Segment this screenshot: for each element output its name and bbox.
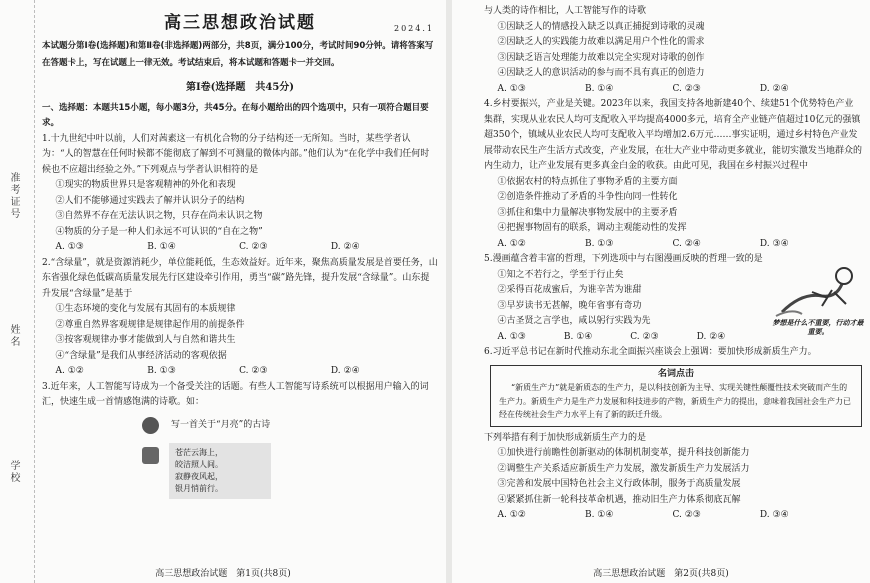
choice: B. ①④ xyxy=(147,242,176,252)
option: ②创造条件推动了矛盾的斗争性向同一性转化 xyxy=(497,192,678,202)
name-label: 姓名 xyxy=(8,324,19,348)
option: ②人们不能够通过实践去了解并认识分子的结构 xyxy=(55,195,245,206)
option: ①因缺乏人的情感投入缺乏以真正捕捉到诗歌的灵魂 xyxy=(497,21,705,32)
question-stem: 3.近年来，人工智能写诗成为一个备受关注的话题。有些人工智能写诗系统可以根据用户输入的词汇，快速生成一首情感饱满的诗歌。如： xyxy=(42,381,429,407)
choice: C. ②③ xyxy=(239,366,268,376)
exam-title xyxy=(42,10,438,36)
choice: D. ②④ xyxy=(696,331,726,342)
choice: D. ③④ xyxy=(759,238,789,249)
option: ④因缺乏人的意识活动的参与而不具有真正的创造力 xyxy=(497,68,705,78)
choice: B. ①③ xyxy=(584,238,614,249)
page-2 xyxy=(452,0,870,583)
poem-line: 苍茫云海上， xyxy=(175,447,223,457)
option: ②因缺乏人的实践能力故难以满足用户个性化的需求 xyxy=(497,37,705,47)
user-avatar-icon xyxy=(142,417,159,434)
option: ①生态环境的变化与发展有其固有的本质规律 xyxy=(55,304,236,314)
question-5 xyxy=(484,252,774,345)
question-stem: 与人类的诗作相比，人工智能写作的诗歌 xyxy=(484,6,647,16)
choice: C. ②④ xyxy=(672,238,701,249)
page-1-content xyxy=(42,10,438,499)
exam-title-text: 高三思想政治试题 xyxy=(164,13,316,33)
choice: C. ②③ xyxy=(239,242,268,252)
choice: A. ①③ xyxy=(55,242,84,252)
poem-line: 皎洁照人间。 xyxy=(175,459,223,469)
poem-line: 寂静夜风起， xyxy=(175,471,223,481)
term-explanation-box xyxy=(490,365,862,427)
question-3-continued xyxy=(484,4,862,97)
choice: A. ①③ xyxy=(497,83,526,94)
question-3 xyxy=(42,380,438,499)
choice: C. ②③ xyxy=(672,83,701,94)
robot-icon xyxy=(142,447,159,464)
exam-number-label: 准考证号 xyxy=(8,172,19,220)
option: ④把握事物固有的联系，调动主观能动性的发挥 xyxy=(497,223,687,233)
question-4 xyxy=(484,97,862,252)
option: ③完善和发展中国特色社会主义行政体制，服务于高质量发展 xyxy=(497,479,741,489)
exam-date: 2024.1 xyxy=(394,24,434,33)
school-label: 学校 xyxy=(8,460,19,484)
exam-notice: 本试题分第Ⅰ卷(选择题)和第Ⅱ卷(非选择题)两部分，共8页，满分100分，考试时间90分钟。请将答案写在答题卡上，写在试题上一律无效。考试结束后，将本试题和答题卡一并交回。 xyxy=(42,41,434,68)
option: ③自然界不存在无法认识之物，只存在尚未认识之物 xyxy=(55,211,263,221)
choice: D. ②④ xyxy=(759,83,789,94)
choice: B. ①④ xyxy=(584,510,614,520)
choice: D. ②④ xyxy=(330,242,360,252)
choice: B. ①④ xyxy=(584,83,614,94)
option: ①现实的物质世界只是客观精神的外化和表现 xyxy=(55,180,236,190)
user-prompt-row xyxy=(142,415,332,437)
ai-chat-figure xyxy=(142,415,332,499)
cartoon-illustration xyxy=(772,262,864,352)
poem-line: 银月悄前行。 xyxy=(175,483,223,493)
answer-choices xyxy=(484,237,862,253)
question-stem: 2.“含绿量”，就是资源消耗少，单位能耗低，生态效益好。近年来，聚焦高质量发展是首要任务，山东省强化绿色低碳高质量发展先行区建设牵引作用，勇当“碳”路先锋，提升发展“含绿量”。山东提升发展“含绿量”是基于 xyxy=(42,257,438,299)
answer-choices xyxy=(484,82,862,98)
running-figure-icon xyxy=(772,262,864,318)
box-text: “新质生产力”就是新质态的生产力，是以科技创新为主导、实现关键性颠覆性技术突破而产生的生产力。新质生产力是生产力发展和科技进步的产物，新质生产力的提出，意味着我国社会生产力已经在传统社会生产力水平上有了新的跃迁升级。 xyxy=(499,383,851,419)
choice: B. ①③ xyxy=(147,366,176,376)
choice: C. ②③ xyxy=(672,510,701,520)
generated-poem xyxy=(169,443,271,499)
option: ③因缺乏语言处理能力故难以完全实现对诗歌的创作 xyxy=(497,52,705,63)
question-stem: 6.习近平总书记在新时代推动东北全面振兴座谈会上强调：要加快形成新质生产力。 xyxy=(484,347,817,357)
choice: C. ②③ xyxy=(630,331,659,342)
answer-choices xyxy=(42,364,438,380)
option: ④物质的分子是一种人们永远不可认识的“自在之物” xyxy=(55,226,263,237)
box-title: 名词点击 xyxy=(657,368,694,379)
choice: A. ①② xyxy=(497,510,526,520)
section-title: 第Ⅰ卷(选择题 共45分) xyxy=(185,82,295,93)
answer-choices xyxy=(484,508,862,524)
option: ③抓住和集中力量解决事物发展中的主要矛盾 xyxy=(497,207,678,218)
choice: D. ③④ xyxy=(759,510,789,520)
option: ④紧紧抓住新一轮科技革命机遇，推动旧生产力体系彻底瓦解 xyxy=(497,494,741,505)
option: ③早岁读书无甚解，晚年省事有奇功 xyxy=(497,300,642,311)
question-stem: 4.乡村要振兴，产业是关键。2023年以来，我国支持各地新建40个、续建51个优势特色产业集群，实现从业农民人均可支配收入平均提高4000多元，培育全产业链产值超过10亿元的强镇超350个，镇域从业农民人均可支配收入平均增加2.6万元……事实证明，通过乡村特色产业发展带动农民生产生活方式改变，产业发展，在壮大产业中带动更多就业，能切实激发当地群众的内生动力，让产业发展有更多真金白金的收获。由此可见，我国在乡村振兴过程中 xyxy=(484,99,863,171)
user-prompt: 写一首关于“月亮”的古诗 xyxy=(171,419,271,430)
question-stem: 1.十九世纪中叶以前，人们对茜素这一有机化合物的分子结构还一无所知。当时，某些学者认为：“人的智慧在任何时候都不能彻底了解到不可测量的微体内部。”他们认为“在化学中我们任何时候也不应超出经验之外。”下列观点与学者认识相符的是 xyxy=(42,133,430,175)
option: ①知之不若行之，学至于行止矣 xyxy=(497,269,624,280)
question-stem-2: 下列举措有利于加快形成新质生产力的是 xyxy=(484,432,647,443)
choice: A. ①② xyxy=(55,366,84,376)
choice: A. ①③ xyxy=(497,331,526,342)
option: ④古圣贤之言学也，咸以躬行实践为先 xyxy=(497,316,651,326)
choice: B. ①④ xyxy=(563,331,593,342)
choice: A. ①② xyxy=(497,238,526,249)
option: ②采得百花成蜜后，为谁辛苦为谁甜 xyxy=(497,285,642,295)
answer-choices xyxy=(42,240,438,256)
option: ③按客观规律办事才能做到人与自然和谐共生 xyxy=(55,335,236,345)
section-instruction: 一、选择题：本题共15小题，每小题3分，共45分。在每小题给出的四个选项中，只有一项符合题目要求。 xyxy=(42,102,429,128)
question-1 xyxy=(42,132,438,256)
question-2 xyxy=(42,256,438,380)
option: ④“含绿量”是我们从事经济活动的客观依据 xyxy=(55,350,227,361)
cartoon-caption: 梦想是什么不重要，行动才最重要。 xyxy=(772,318,864,336)
option: ②尊重自然界客观规律是规律起作用的前提条件 xyxy=(55,319,245,330)
ai-reply-row xyxy=(142,437,332,499)
option: ②调整生产关系适应新质生产力发展，激发新质生产力发展活力 xyxy=(497,463,750,474)
page-footer: 高三思想政治试题 第2页(共8页) xyxy=(593,569,729,579)
question-6 xyxy=(484,345,862,524)
page-footer: 高三思想政治试题 第1页(共8页) xyxy=(155,569,291,579)
answer-choices xyxy=(484,330,774,346)
question-stem: 5.漫画蕴含着丰富的哲理，下列选项中与右图漫画反映的哲理一致的是 xyxy=(484,254,763,264)
option: ①加快进行前瞻性创新驱动的体制机制变革，提升科技创新能力 xyxy=(497,448,750,458)
binding-margin xyxy=(0,0,35,583)
choice: D. ②④ xyxy=(330,366,360,376)
option: ①依据农村的特点抓住了事物矛盾的主要方面 xyxy=(497,176,678,187)
